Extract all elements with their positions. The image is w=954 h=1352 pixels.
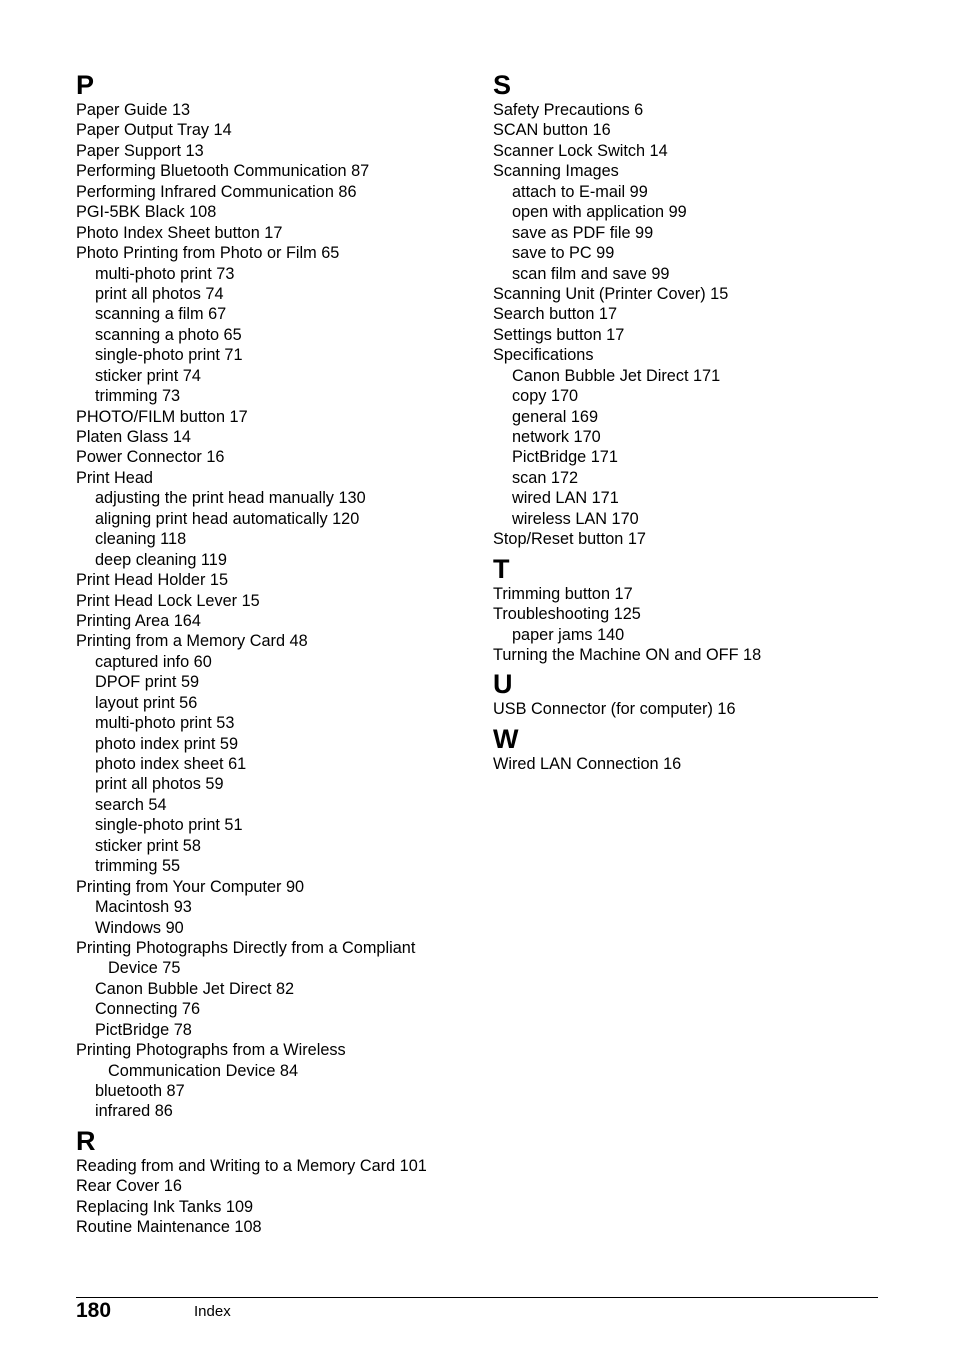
index-entry: Print Head Holder 15 — [76, 571, 229, 590]
index-entry-continuation: Device 75 — [108, 959, 181, 978]
index-subentry: scanning a photo 65 — [95, 325, 242, 344]
section-letter-heading: U — [493, 669, 513, 700]
index-subentry: adjusting the print head manually 130 — [95, 489, 366, 508]
index-entry: Reading from and Writing to a Memory Card 101 — [76, 1156, 427, 1175]
index-entry: USB Connector (for computer) 16 — [493, 700, 736, 719]
index-subentry: scan film and save 99 — [512, 264, 670, 283]
index-entry: Safety Precautions 6 — [493, 101, 644, 119]
index-entry: Paper Guide 13 — [76, 101, 191, 119]
index-column-left — [76, 70, 476, 1242]
page-number: 180 — [76, 1299, 112, 1322]
index-entry: Search button 17 — [493, 305, 618, 324]
index-entry: Photo Index Sheet button 17 — [76, 223, 283, 242]
index-subentry: attach to E-mail 99 — [512, 182, 648, 201]
index-entry: Power Connector 16 — [76, 448, 225, 467]
index-entry: Performing Infrared Communication 86 — [76, 182, 357, 201]
section-letter-heading: P — [76, 70, 95, 100]
index-subentry: captured info 60 — [95, 652, 212, 671]
index-subentry: multi-photo print 73 — [95, 264, 235, 283]
index-entry: Performing Bluetooth Communication 87 — [76, 162, 370, 181]
index-subentry: Canon Bubble Jet Direct 82 — [95, 979, 295, 998]
index-subentry: wireless LAN 170 — [512, 509, 639, 528]
index-subentry: trimming 73 — [95, 387, 181, 406]
index-subentry: multi-photo print 53 — [95, 714, 235, 733]
index-subentry: sticker print 58 — [95, 836, 201, 855]
section-letter-heading: R — [76, 1125, 96, 1156]
index-subentry: infrared 86 — [95, 1102, 173, 1121]
index-subentry: print all photos 74 — [95, 284, 224, 303]
index-entry: Replacing Ink Tanks 109 — [76, 1197, 254, 1216]
index-subentry: PictBridge 78 — [95, 1020, 192, 1039]
index-entry: Printing Photographs from a Wireless — [76, 1041, 346, 1060]
index-subentry: wired LAN 171 — [512, 489, 619, 508]
index-subentry: cleaning 118 — [95, 530, 187, 549]
index-section — [493, 70, 893, 550]
index-subentry: search 54 — [95, 795, 167, 814]
index-subentry: photo index sheet 61 — [95, 755, 247, 773]
index-entry: Trimming button 17 — [493, 584, 633, 603]
index-subentry: single-photo print 51 — [95, 816, 243, 835]
index-subentry: save as PDF file 99 — [512, 223, 654, 242]
index-subentry: network 170 — [512, 428, 601, 446]
index-entry: Printing from Your Computer 90 — [76, 877, 305, 896]
footer-rule — [76, 1297, 878, 1298]
index-subentry: general 169 — [512, 407, 599, 426]
index-entry: Specifications — [493, 346, 594, 365]
index-subentry: open with application 99 — [512, 203, 687, 222]
index-entry: Turning the Machine ON and OFF 18 — [493, 645, 762, 664]
index-entry: Paper Output Tray 14 — [76, 121, 232, 140]
section-letter-heading: S — [493, 70, 512, 100]
index-subentry: save to PC 99 — [512, 244, 615, 263]
index-entry: Stop/Reset button 17 — [493, 530, 646, 549]
index-entry: Rear Cover 16 — [76, 1177, 182, 1196]
index-subentry: Connecting 76 — [95, 1000, 201, 1019]
index-entry: Troubleshooting 125 — [493, 605, 641, 624]
index-section — [76, 70, 476, 1122]
index-entry: Print Head — [76, 468, 153, 487]
index-subentry: bluetooth 87 — [95, 1082, 185, 1100]
index-subentry: single-photo print 71 — [95, 346, 243, 365]
index-entry: Platen Glass 14 — [76, 428, 191, 446]
index-entry: Printing Area 164 — [76, 611, 201, 630]
index-subentry: copy 170 — [512, 387, 579, 406]
index-entry: Routine Maintenance 108 — [76, 1218, 262, 1237]
index-entry: Scanner Lock Switch 14 — [493, 141, 668, 160]
index-subentry: deep cleaning 119 — [95, 550, 227, 569]
index-column-right — [493, 70, 893, 778]
index-entry: Photo Printing from Photo or Film 65 — [76, 244, 340, 263]
index-entry: Printing from a Memory Card 48 — [76, 632, 308, 651]
section-letter-heading: T — [493, 553, 510, 584]
index-entry: PHOTO/FILM button 17 — [76, 407, 248, 426]
index-entry-continuation: Communication Device 84 — [108, 1061, 299, 1080]
index-entry: Scanning Unit (Printer Cover) 15 — [493, 284, 729, 303]
index-entry: Print Head Lock Lever 15 — [76, 591, 260, 610]
index-subentry: photo index print 59 — [95, 734, 239, 753]
index-subentry: Canon Bubble Jet Direct 171 — [512, 366, 721, 385]
index-subentry: Macintosh 93 — [95, 898, 192, 917]
index-section — [493, 554, 893, 666]
index-section — [76, 1126, 476, 1238]
index-subentry: PictBridge 171 — [512, 448, 618, 467]
index-subentry: trimming 55 — [95, 857, 181, 876]
index-section — [493, 724, 893, 774]
index-subentry: Windows 90 — [95, 918, 184, 937]
index-subentry: scan 172 — [512, 468, 579, 487]
index-subentry: DPOF print 59 — [95, 673, 200, 692]
index-entry: Printing Photographs Directly from a Compliant — [76, 938, 416, 957]
index-subentry: aligning print head automatically 120 — [95, 509, 360, 528]
index-entry: SCAN button 16 — [493, 121, 611, 140]
index-subentry: paper jams 140 — [512, 625, 625, 644]
index-section — [493, 669, 893, 719]
index-entry: Settings button 17 — [493, 325, 625, 344]
index-subentry: print all photos 59 — [95, 775, 224, 794]
section-letter-heading: W — [493, 723, 519, 754]
index-subentry: sticker print 74 — [95, 366, 201, 385]
index-entry: Paper Support 13 — [76, 141, 204, 160]
index-entry: PGI-5BK Black 108 — [76, 203, 217, 222]
index-subentry: scanning a film 67 — [95, 305, 227, 324]
index-entry: Wired LAN Connection 16 — [493, 754, 682, 773]
index-subentry: layout print 56 — [95, 693, 198, 712]
footer-section-label: Index — [194, 1303, 231, 1320]
index-entry: Scanning Images — [493, 162, 619, 181]
